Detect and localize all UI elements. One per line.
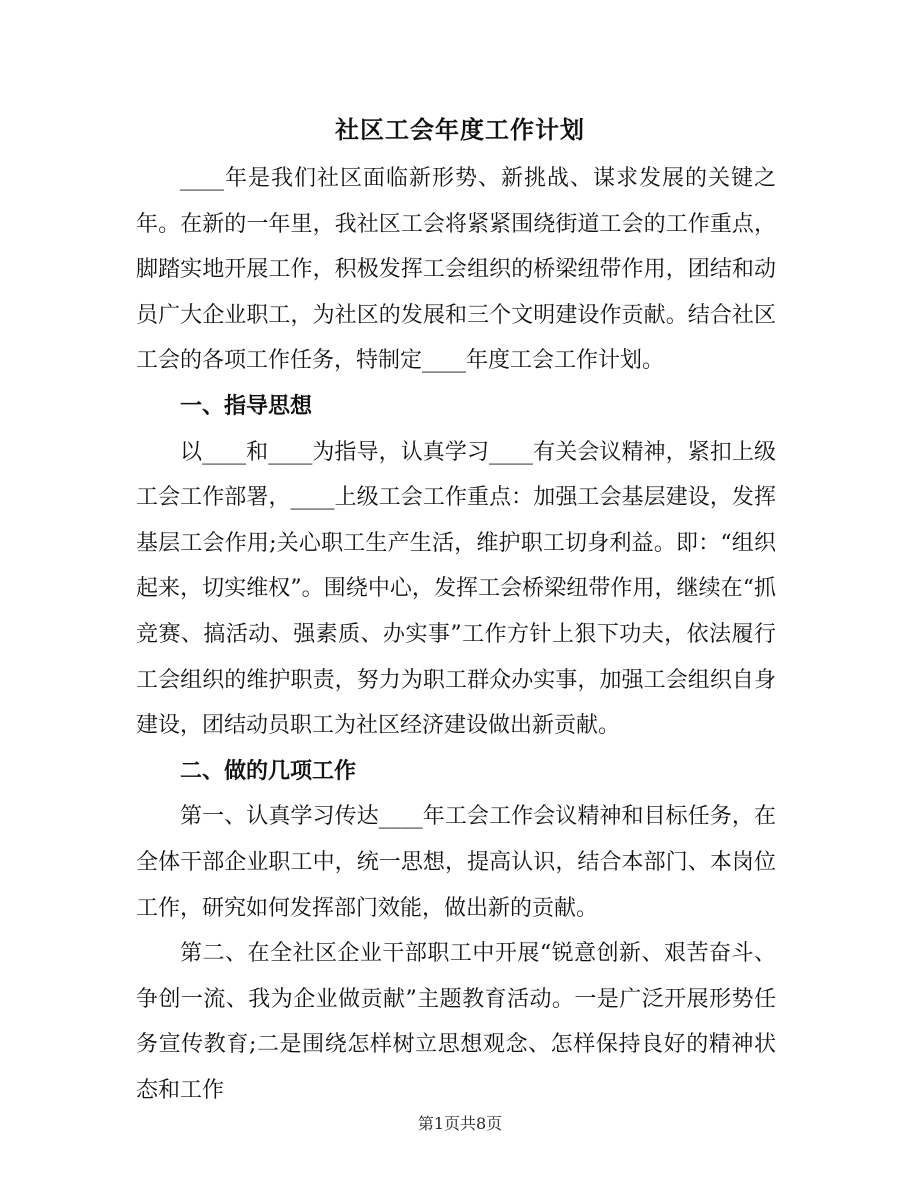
task-paragraph-second: 第二、在全社区企业干部职工中开展“锐意创新、艰苦奋斗、争创一流、我为企业做贡献”主题教育活动。一是广泛开展形势任务宣传教育;二是围绕怎样树立思想观念、怎样保持良好的精神状态和工作 [136, 941, 776, 1103]
page-footer: 第1页共8页 [417, 1114, 503, 1133]
guiding-thought-paragraph: 以____和____为指导，认真学习____有关会议精神，紧扣上级工会工作部署，____上级工会工作重点：加强工会基层建设，发挥基层工会作用;关心职工生产生活，维护职工切身利益。即：“组织起来，切实维权”。围绕中心，发挥工会桥梁纽带作用，继续在“抓竞赛、搞活动、强素质、办实事”工作方针上狠下功夫，依法履行工会组织的维护职责，努力为职工群众办实事，加强工会组织自身建设，团结动员职工为社区经济建设做出新贡献。 [136, 439, 776, 739]
section-heading-guiding-thought: 一、指导思想 [180, 392, 313, 419]
document-body [136, 156, 776, 1113]
document-title: 社区工会年度工作计划 [335, 115, 585, 144]
task-paragraph-first: 第一、认真学习传达____年工会工作会议精神和目标任务，在全体干部企业职工中，统一思想，提高认识，结合本部门、本岗位工作，研究如何发挥部门效能，做出新的贡献。 [136, 804, 776, 921]
section-heading-tasks: 二、做的几项工作 [180, 757, 357, 784]
intro-paragraph: ____年是我们社区面临新形势、新挑战、谋求发展的关键之年。在新的一年里，我社区工会将紧紧围绕街道工会的工作重点，脚踏实地开展工作，积极发挥工会组织的桥梁纽带作用，团结和动员广大企业职工，为社区的发展和三个文明建设作贡献。结合社区工会的各项工作任务，特制定____年度工会工作计划。 [136, 166, 776, 374]
